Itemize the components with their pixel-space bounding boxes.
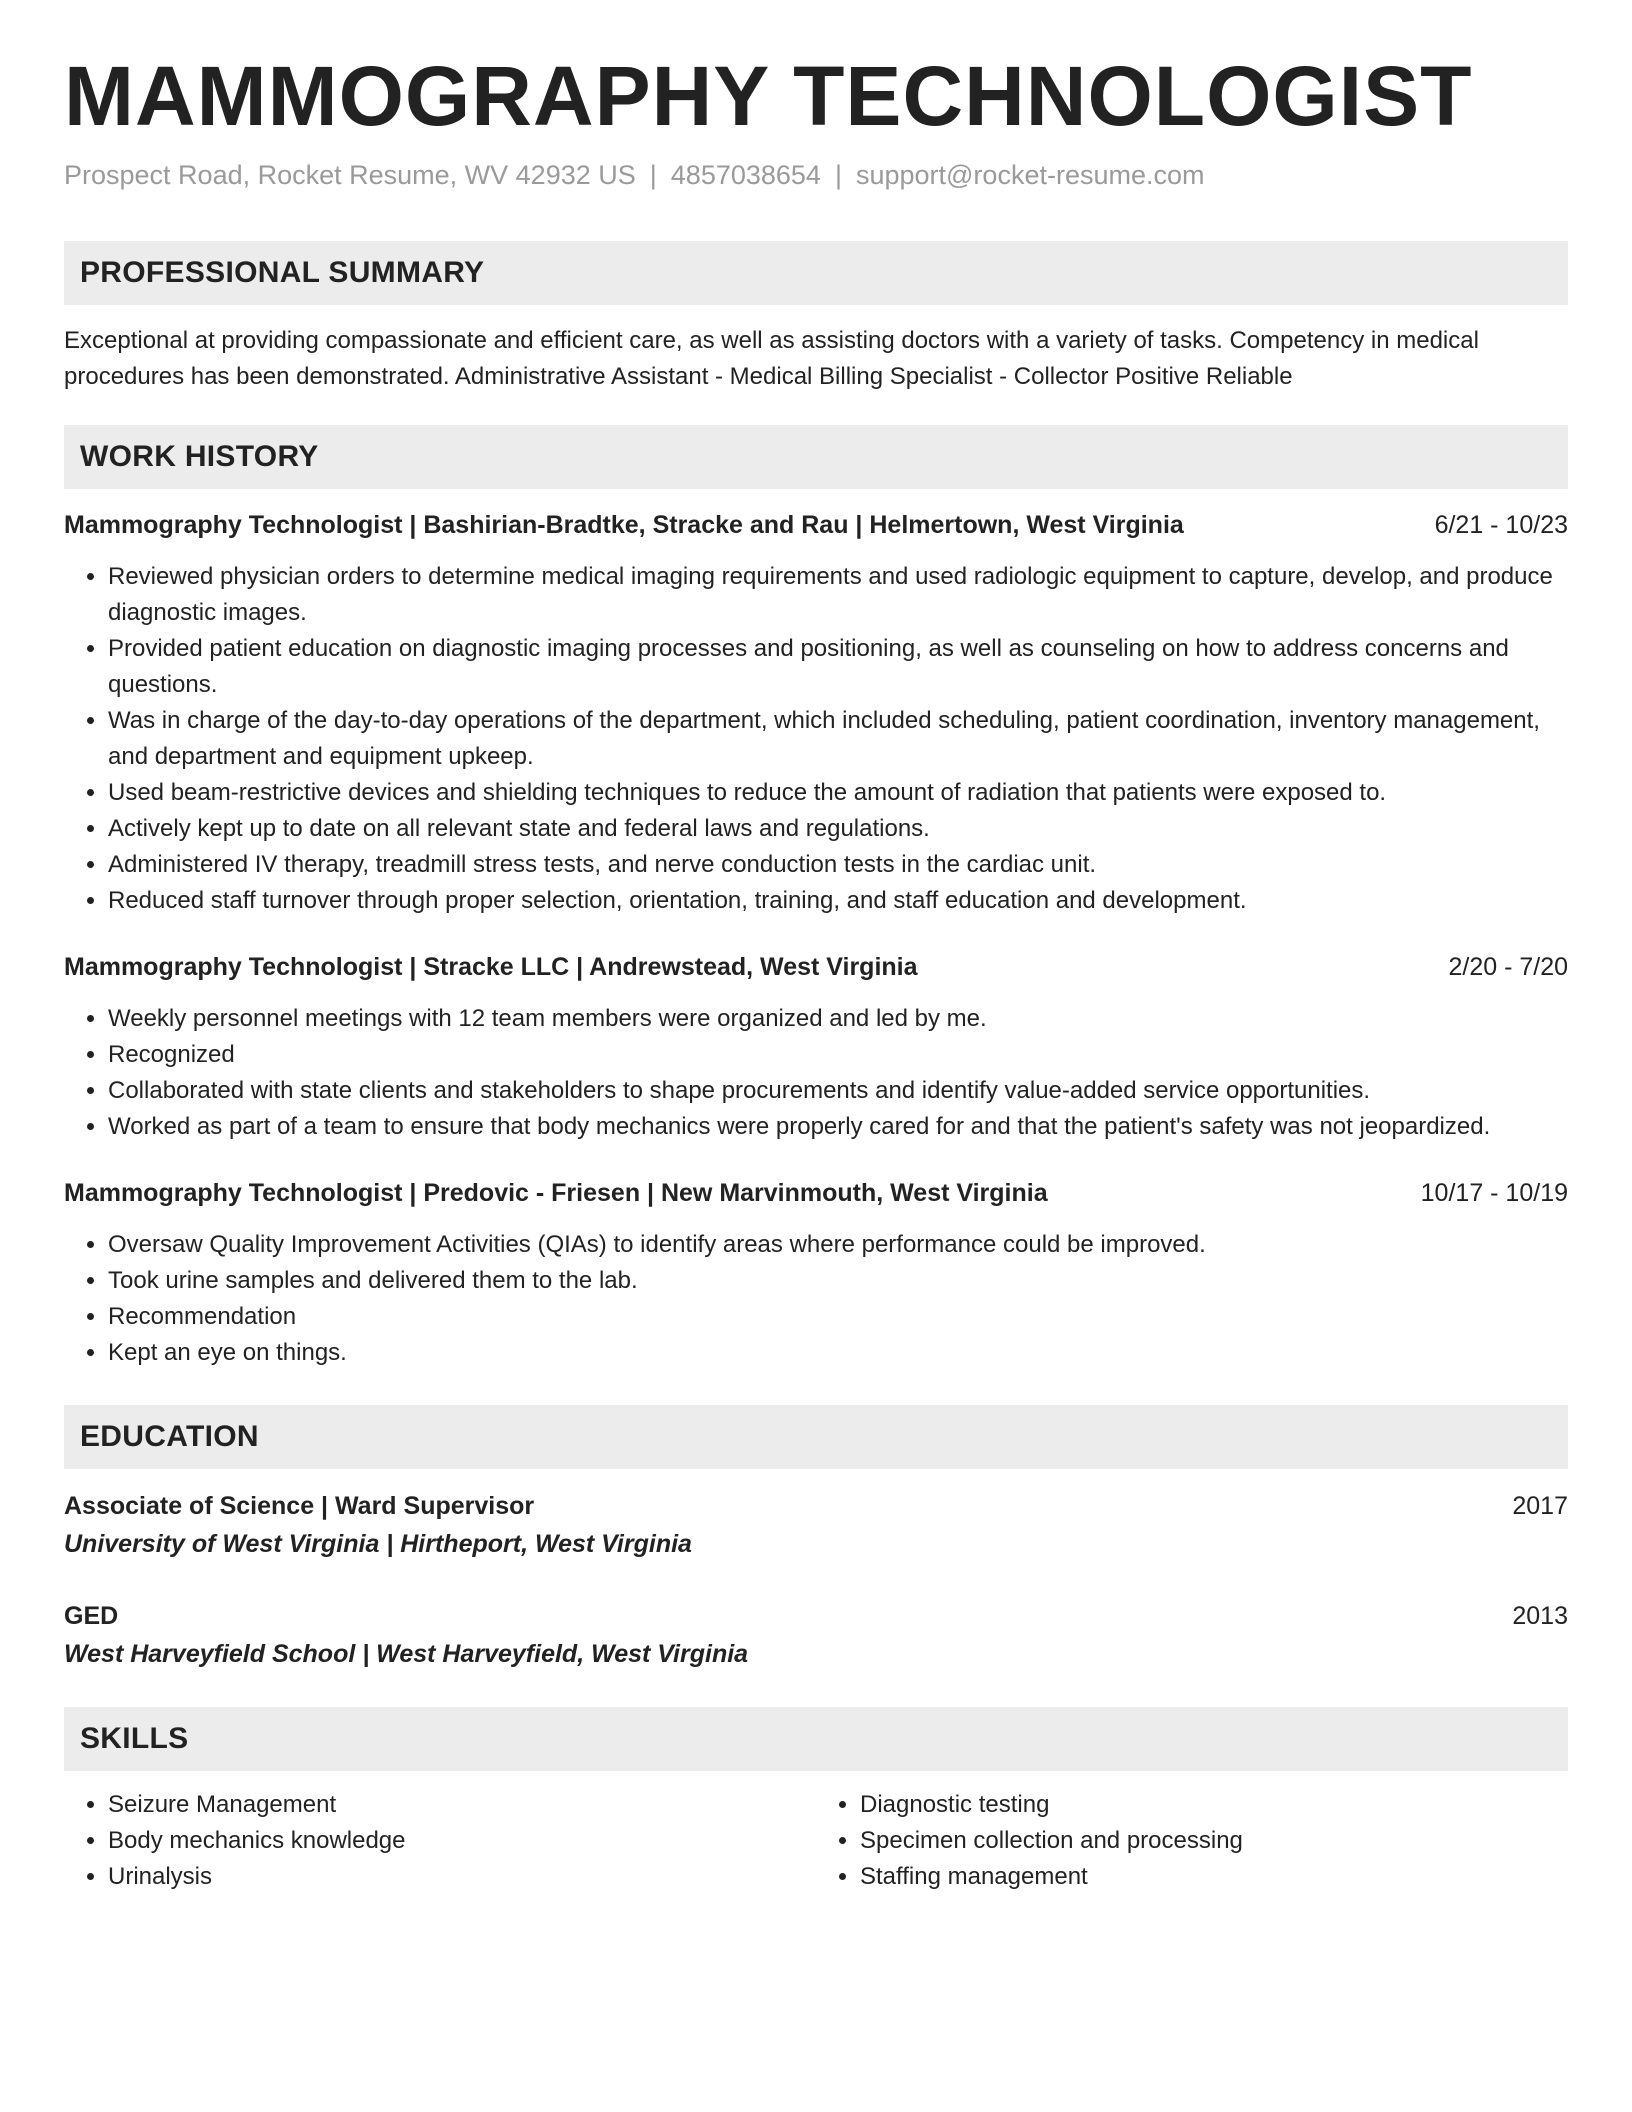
education-year: 2013 <box>1512 1602 1568 1631</box>
job-bullet: • Used beam-restrictive devices and shielding techniques to reduce the amount of radiation that patients were exposed to. <box>108 775 1568 811</box>
job-bullet: • Recommendation <box>108 1299 1568 1335</box>
job-bullet: • Reduced staff turnover through proper selection, orientation, training, and staff education and development. <box>108 883 1568 919</box>
skill-item: • Seizure Management <box>108 1787 816 1823</box>
job-header <box>64 1175 1568 1211</box>
job-bullet: • Reviewed physician orders to determine medical imaging requirements and used radiologic equipment to capture, develop, and produce diagnostic images. <box>108 559 1568 631</box>
contact-line <box>64 160 1568 191</box>
contact-separator: | <box>834 160 842 191</box>
candidate-name: MAMMOGRAPHY TECHNOLOGIST <box>64 49 1473 143</box>
job-bullets <box>64 559 1568 919</box>
education-degree: Associate of Science | Ward Supervisor <box>64 1492 535 1521</box>
education-school: University of West Virginia | Hirtheport, West Virginia <box>64 1530 692 1559</box>
education-year: 2017 <box>1512 1492 1568 1521</box>
job-title: Mammography Technologist | Stracke LLC | Andrewstead, West Virginia <box>64 953 918 982</box>
skill-item: • Urinalysis <box>108 1859 816 1895</box>
job-bullet: • Administered IV therapy, treadmill stress tests, and nerve conduction tests in the cardiac unit. <box>108 847 1568 883</box>
job-bullets <box>64 1001 1568 1145</box>
summary-text: Exceptional at providing compassionate and efficient care, as well as assisting doctors with a variety of tasks. Competency in medical procedures has been demonstrated. Administrative Assistant - Medical Billing Specialist - Collector Positive Reliable <box>64 327 1479 391</box>
job-entry <box>64 1175 1568 1371</box>
job-bullets <box>64 1227 1568 1371</box>
skills-column-right <box>816 1787 1568 1895</box>
job-header <box>64 507 1568 543</box>
job-bullet: • Actively kept up to date on all relevant state and federal laws and regulations. <box>108 811 1568 847</box>
education-header <box>64 1597 1568 1635</box>
job-bullet: • Took urine samples and delivered them to the lab. <box>108 1263 1568 1299</box>
contact-email: support@rocket-resume.com <box>855 160 1205 191</box>
job-bullet: • Was in charge of the day-to-day operations of the department, which included scheduling, patient coordination, inventory management, and department and equipment upkeep. <box>108 703 1568 775</box>
job-bullet: • Provided patient education on diagnostic imaging processes and positioning, as well as counseling on how to address concerns and questions. <box>108 631 1568 703</box>
job-bullet: • Oversaw Quality Improvement Activities (QIAs) to identify areas where performance could be improved. <box>108 1227 1568 1263</box>
job-entry <box>64 507 1568 919</box>
contact-phone: 4857038654 <box>670 160 821 191</box>
job-dates: 6/21 - 10/23 <box>1434 511 1568 540</box>
job-bullet: • Kept an eye on things. <box>108 1335 1568 1371</box>
job-dates: 2/20 - 7/20 <box>1448 953 1568 982</box>
job-entry <box>64 949 1568 1145</box>
summary-heading: PROFESSIONAL SUMMARY <box>64 241 1568 305</box>
contact-address: Prospect Road, Rocket Resume, WV 42932 US <box>64 160 636 191</box>
skill-item: • Body mechanics knowledge <box>108 1823 816 1859</box>
education-entry <box>64 1487 1568 1563</box>
job-bullet: • Recognized <box>108 1037 1568 1073</box>
skill-item: • Staffing management <box>860 1859 1568 1895</box>
education-heading: EDUCATION <box>64 1405 1568 1469</box>
job-bullet: • Weekly personnel meetings with 12 team members were organized and led by me. <box>108 1001 1568 1037</box>
job-dates: 10/17 - 10/19 <box>1420 1179 1568 1208</box>
education-header <box>64 1487 1568 1525</box>
job-header <box>64 949 1568 985</box>
skills-column-left <box>64 1787 816 1895</box>
job-bullet: • Collaborated with state clients and stakeholders to shape procurements and identify value-added service opportunities. <box>108 1073 1568 1109</box>
work-history-heading: WORK HISTORY <box>64 425 1568 489</box>
skill-item: • Specimen collection and processing <box>860 1823 1568 1859</box>
job-bullet: • Worked as part of a team to ensure that body mechanics were properly cared for and that the patient's safety was not jeopardized. <box>108 1109 1568 1145</box>
education-entry <box>64 1597 1568 1673</box>
contact-separator: | <box>649 160 657 191</box>
skills-heading: SKILLS <box>64 1707 1568 1771</box>
job-title: Mammography Technologist | Bashirian-Bradtke, Stracke and Rau | Helmertown, West Virginia <box>64 511 1184 540</box>
job-title: Mammography Technologist | Predovic - Friesen | New Marvinmouth, West Virginia <box>64 1179 1048 1208</box>
skills-list <box>64 1787 1568 1895</box>
education-school: West Harveyfield School | West Harveyfield, West Virginia <box>64 1640 749 1669</box>
education-degree: GED <box>64 1602 119 1631</box>
skill-item: • Diagnostic testing <box>860 1787 1568 1823</box>
